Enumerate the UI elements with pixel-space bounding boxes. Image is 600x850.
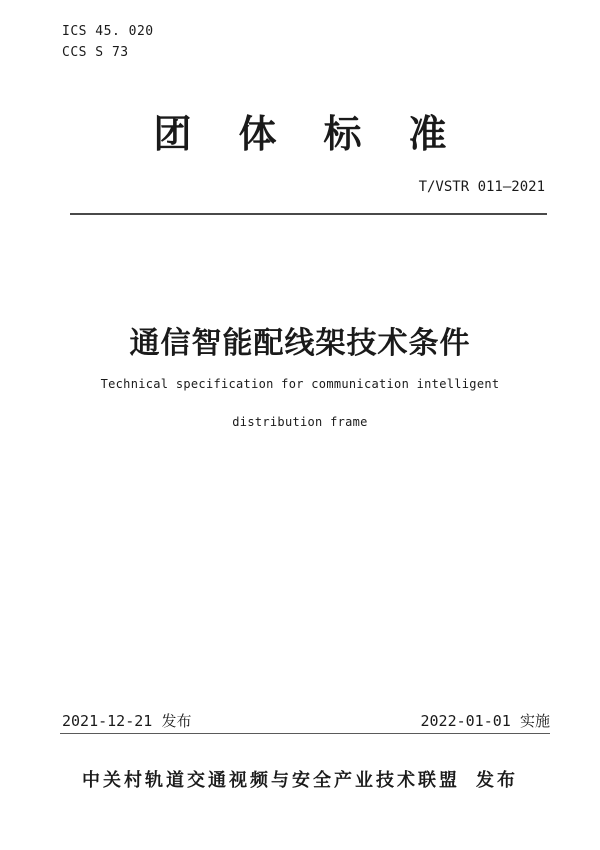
publisher-action-label: 发布 xyxy=(476,770,518,790)
implementation-date-item xyxy=(421,710,551,731)
ccs-code: CCS S 73 xyxy=(62,45,129,60)
standard-number: T/VSTR 011—2021 xyxy=(418,179,545,195)
title-chinese: 通信智能配线架技术条件 xyxy=(129,327,471,360)
issue-date: 2021-12-21 xyxy=(62,712,153,730)
title-english-line1: Technical specification for communication intelligent xyxy=(100,377,500,391)
title-english-line2: distribution frame xyxy=(232,415,368,429)
date-row xyxy=(62,710,550,731)
ics-code: ICS 45. 020 xyxy=(62,24,154,39)
header-divider-line xyxy=(70,213,547,215)
document-type-heading: 团体标准 xyxy=(153,114,494,156)
publisher-name: 中关村轨道交通视频与安全产业技术联盟 xyxy=(81,770,460,790)
footer-divider-line xyxy=(60,733,550,734)
implementation-date: 2022-01-01 xyxy=(420,712,511,730)
implementation-date-label: 实施 xyxy=(519,713,550,730)
issue-date-item xyxy=(62,710,192,731)
issue-date-label: 发布 xyxy=(161,713,192,730)
publisher-row xyxy=(0,766,600,792)
